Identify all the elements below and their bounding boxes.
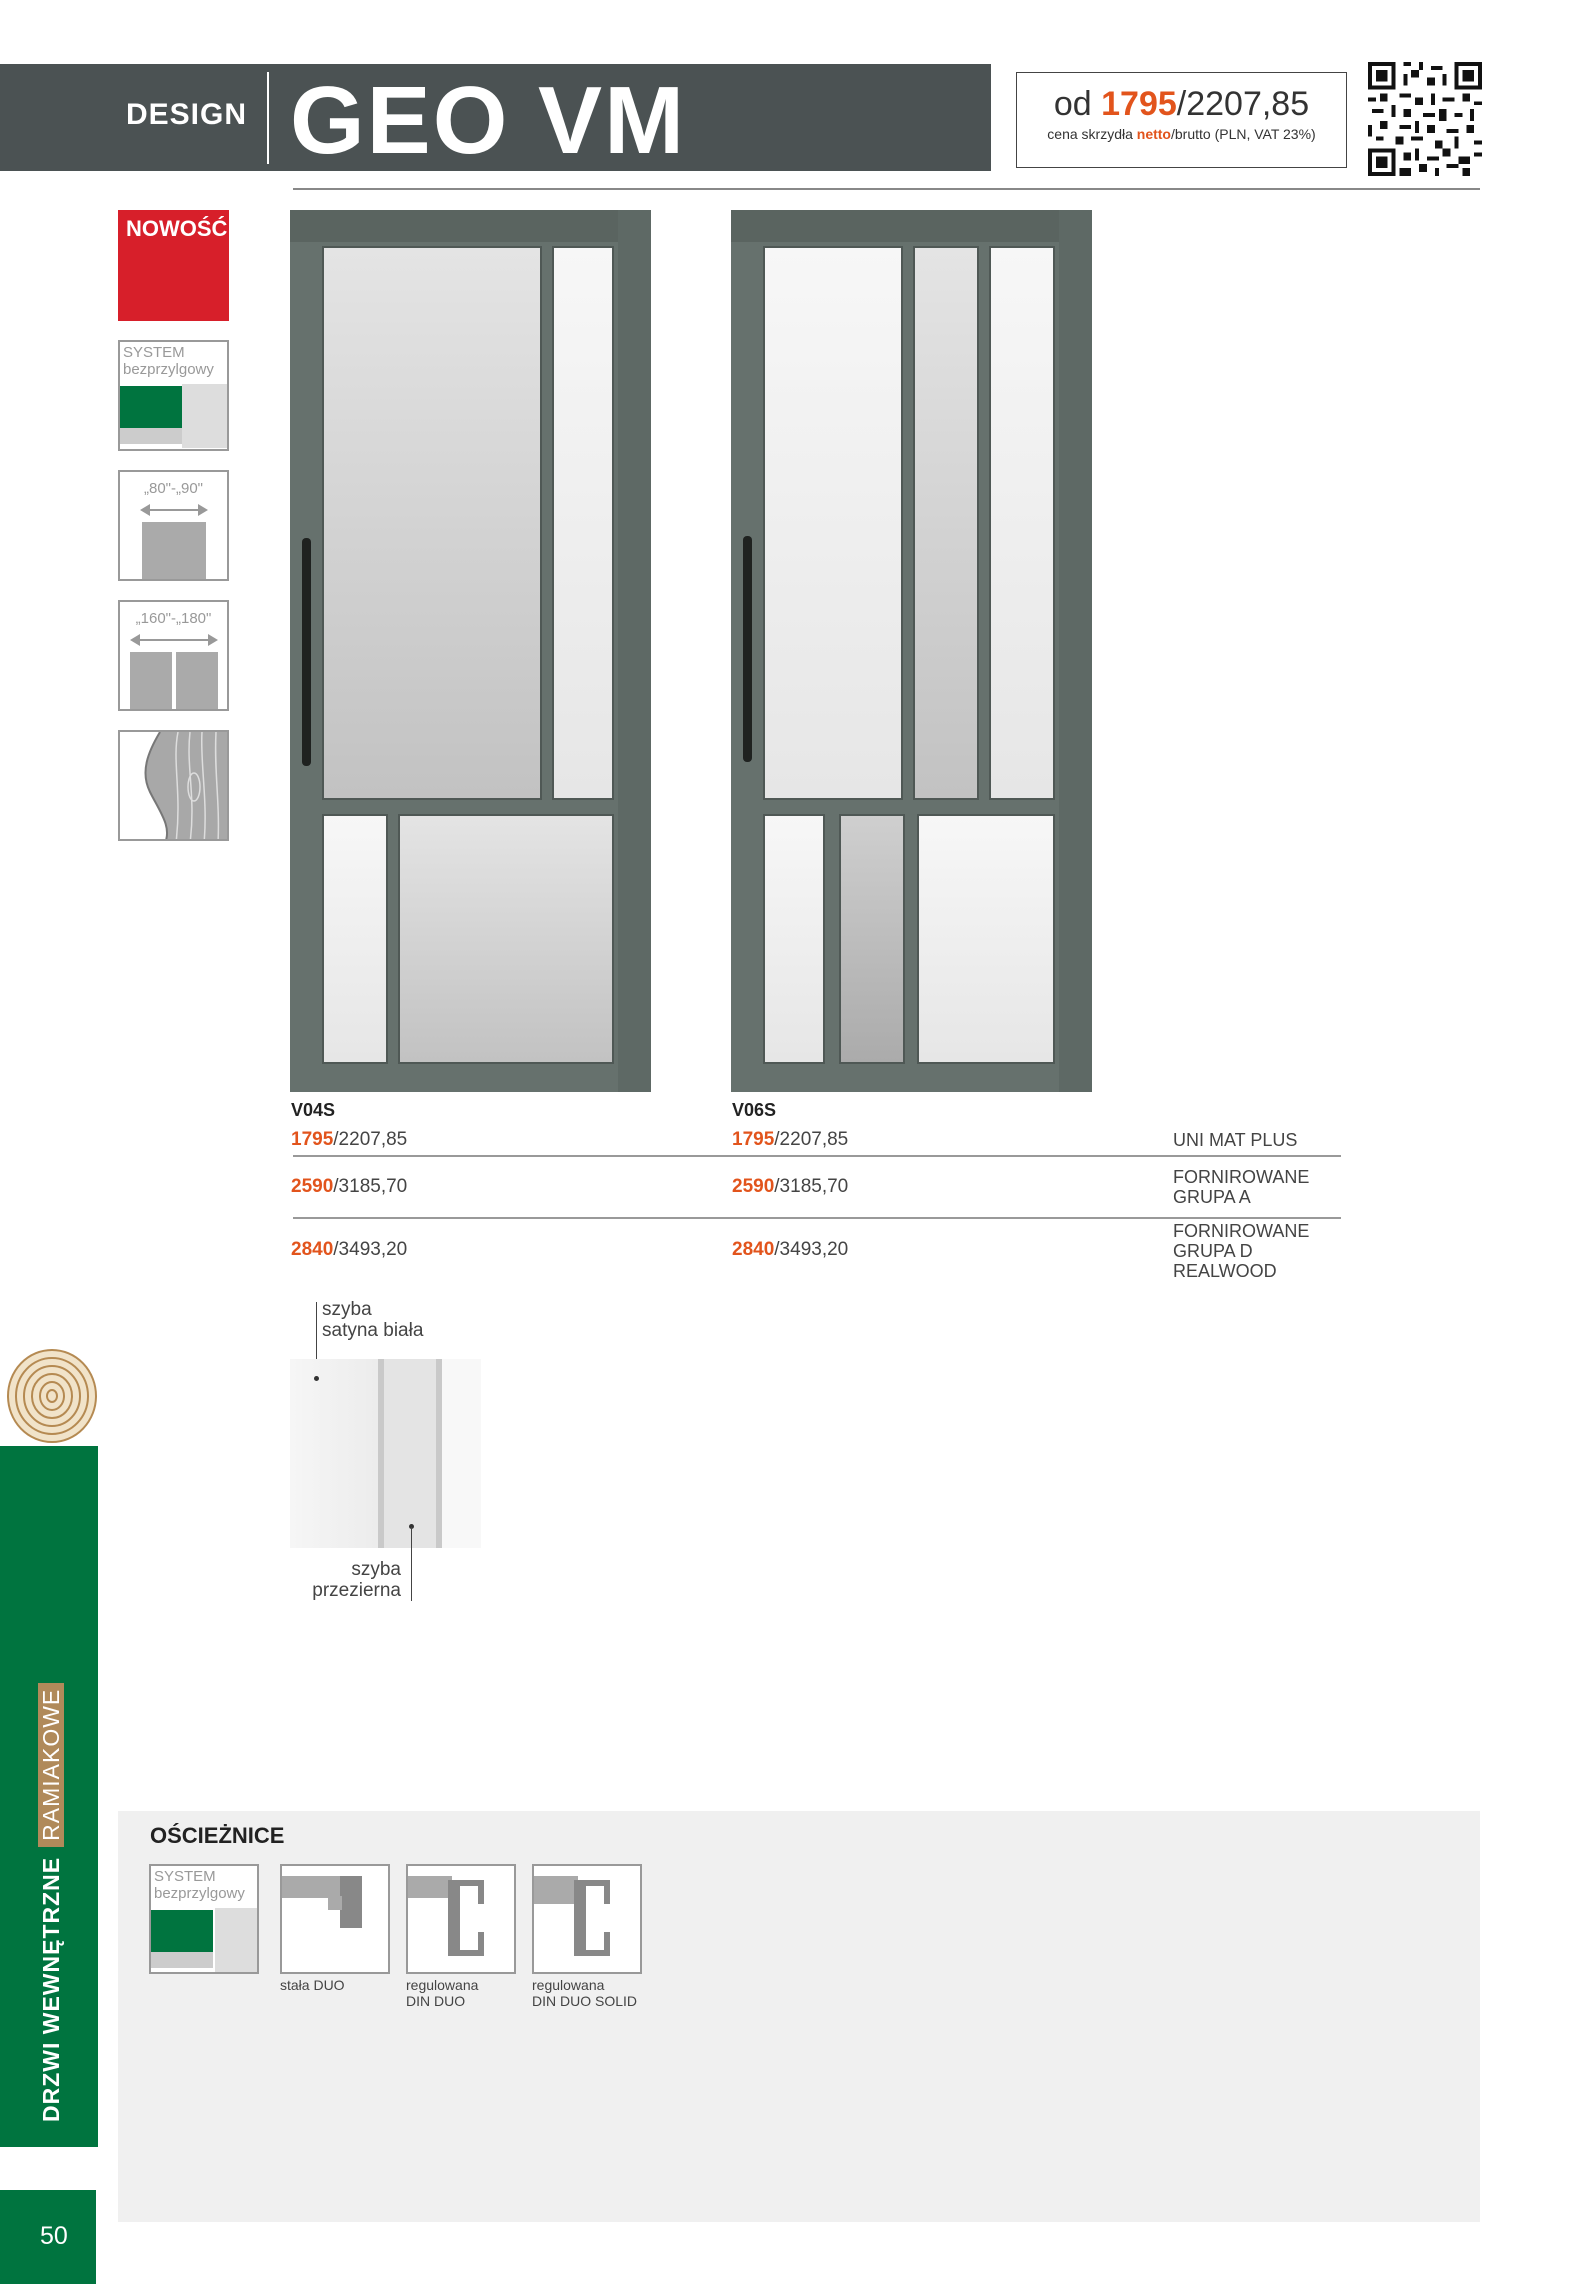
design-label: DESIGN [126,98,248,131]
frame-label: regulowana DIN DUO SOLID [532,1977,638,2009]
price-cell: 2840/3493,20 [732,1239,849,1260]
glass-panel-bottom-right [917,814,1055,1064]
door-stile-right [1059,210,1092,1092]
single-width-label: „80"-„90" [143,480,203,497]
glass-panel-narrow [552,246,614,800]
page-title: GEO VM [290,67,687,174]
price-main [1017,85,1346,124]
price-prefix: od [1053,85,1092,123]
frame-label: regulowana DIN DUO [406,1977,479,2009]
door-handle [302,538,311,766]
sidebar-section: DRZWI WEWNĘTRZNE [38,1856,64,2122]
width-arrow-icon [132,639,216,641]
wood-rings-icon [0,1346,98,1446]
glass-label-clear: szyba przezierna [312,1559,401,1601]
frame-fixed-duo-icon [280,1864,390,1974]
product-code: V04S [291,1100,336,1120]
frame-label: stała DUO [280,1977,345,1993]
new-badge-label: NOWOŚĆ [126,216,228,241]
page-number: 50 [40,2222,68,2250]
single-door-shape [142,522,206,579]
door-top-rail [290,210,651,242]
door-top-rail [731,210,1092,242]
glass-panel-large [322,246,542,800]
double-door-left-shape [130,652,172,709]
system-label: SYSTEM bezprzylgowy [123,344,214,378]
qr-code-icon[interactable] [1368,62,1482,176]
sidebar-section-label [38,1683,65,2122]
price-cell: 1795/2207,85 [732,1129,849,1150]
product-code: V06S [732,1100,777,1120]
price-net: 1795 [1101,85,1177,123]
price-gross: /2207,85 [1176,85,1310,123]
glass-panel-bottom-middle [839,814,905,1064]
frame-system-icon [149,1864,259,1974]
category-label: FORNIROWANE GRUPA A [1173,1167,1310,1207]
single-width-icon [118,470,229,581]
double-door-right-shape [176,652,218,709]
header-separator [267,72,269,164]
category-label: FORNIROWANE GRUPA D REALWOOD [1173,1221,1310,1281]
leader-line [411,1527,412,1601]
frame-system-label: SYSTEM bezprzylgowy [154,1868,245,1902]
price-note-post: /brutto (PLN, VAT 23%) [1170,126,1316,142]
door-stile-right [618,210,651,1092]
glass-label-satin: szyba satyna biała [322,1299,424,1341]
glass-panel-left [763,246,903,800]
frame-adjustable-din-duo-solid-icon [532,1864,642,1974]
row-divider [293,1217,1341,1219]
frame-adjustable-din-duo-icon [406,1864,516,1974]
leader-dot [314,1376,319,1381]
wood-grain-icon [118,730,229,841]
price-note [1017,126,1346,142]
door-v06s[interactable] [731,210,1092,1092]
category-label: UNI MAT PLUS [1173,1130,1298,1150]
double-width-label: „160"-„180" [135,610,212,627]
glass-panel-right [989,246,1055,800]
glass-panel-bottom-right [398,814,614,1064]
price-cell: 2840/3493,20 [291,1239,408,1260]
header-rule [293,188,1480,190]
frames-title: OŚCIEŻNICE [150,1823,285,1848]
door-v04s[interactable] [290,210,651,1092]
glass-panel-bottom-left [763,814,825,1064]
frame-shape [120,428,182,444]
glass-swatch [290,1359,481,1548]
glass-panel-bottom-left [322,814,388,1064]
price-box [1016,72,1347,168]
price-cell: 2590/3185,70 [291,1176,408,1197]
glass-panel-middle [913,246,979,800]
row-divider [293,1155,1341,1157]
price-note-bold: netto [1136,126,1171,142]
door-leaf-shape [120,386,182,428]
width-arrow-icon [142,509,206,511]
system-frameless-icon [118,340,229,451]
price-cell: 2590/3185,70 [732,1176,849,1197]
price-cell: 1795/2207,85 [291,1129,408,1150]
sidebar-tag: RAMIAKOWE [38,1683,64,1847]
new-badge [118,210,229,321]
price-note-pre: cena skrzydła [1047,126,1133,142]
double-width-icon [118,600,229,711]
door-handle [743,536,752,762]
wall-shape [182,384,228,448]
